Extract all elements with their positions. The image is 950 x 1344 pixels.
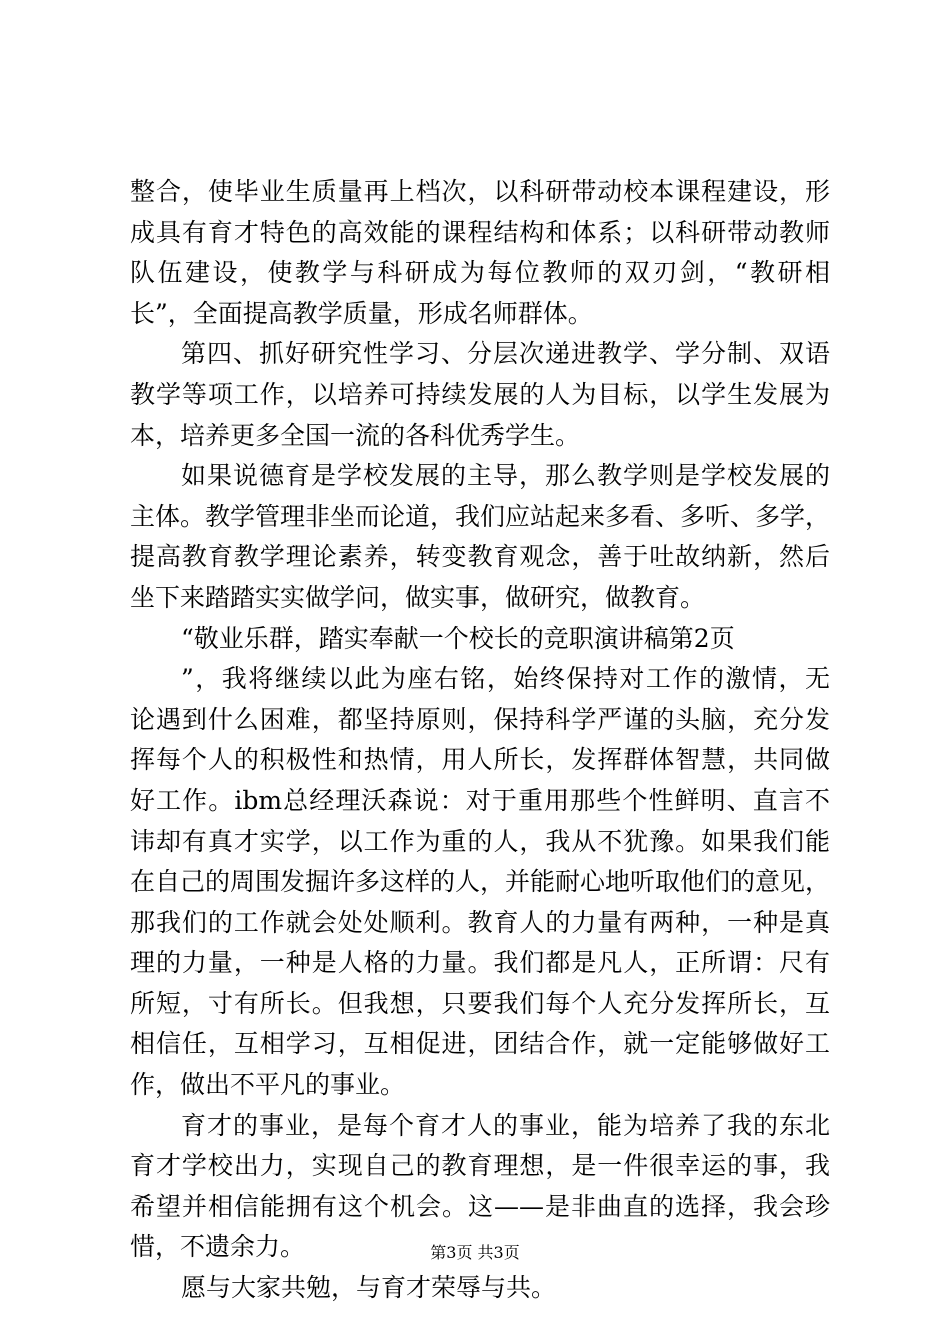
text-line: 讳却有真才实学，以工作为重的人，我从不犹豫。如果我们能: [130, 826, 830, 856]
text-line: 好工作。ibm总经理沃森说：对于重用那些个性鲜明、直言不: [130, 785, 830, 815]
text-line: 那我们的工作就会处处顺利。教育人的力量有两种，一种是真: [130, 907, 830, 937]
document-body: [130, 172, 830, 1309]
text-line: 成具有育才特色的高效能的课程结构和体系；以科研带动教师: [130, 217, 830, 247]
text-line: 提高教育教学理论素养，转变教育观念，善于吐故纳新，然后: [130, 542, 830, 572]
text-line: 如果说德育是学校发展的主导，那么教学则是学校发展的: [181, 461, 830, 491]
text-line: 长”，全面提高教学质量，形成名师群体。: [130, 298, 593, 328]
text-line: 论遇到什么困难，都坚持原则，保持科学严谨的头脑，充分发: [130, 704, 830, 734]
text-line: 在自己的周围发掘许多这样的人，并能耐心地听取他们的意见，: [130, 867, 831, 897]
text-line: 理的力量，一种是人格的力量。我们都是凡人，正所谓：尺有: [130, 948, 830, 978]
text-line: 教学等项工作，以培养可持续发展的人为目标，以学生发展为: [130, 379, 830, 409]
text-line: 整合，使毕业生质量再上档次，以科研带动校本课程建设，形: [130, 177, 830, 206]
text-line: 所短，寸有所长。但我想，只要我们每个人充分发挥所长，互: [130, 988, 830, 1018]
text-line: 相信任，互相学习，互相促进，团结合作，就一定能够做好工: [130, 1029, 830, 1059]
text-line: 坐下来踏踏实实做学问，做实事，做研究，做教育。: [130, 582, 706, 612]
text-line: ”，我将继续以此为座右铭，始终保持对工作的激情，无: [181, 664, 830, 694]
text-line: 愿与大家共勉，与育才荣辱与共。: [181, 1273, 557, 1303]
text-line: 本，培养更多全国一流的各科优秀学生。: [130, 420, 581, 450]
text-line: 第四、抓好研究性学习、分层次递进教学、学分制、双语: [181, 339, 830, 369]
text-line: 育才学校出力，实现自己的教育理想，是一件很幸运的事，我: [130, 1151, 830, 1181]
text-line: “敬业乐群，踏实奉献一个校长的竞职演讲稿第2页: [181, 623, 735, 653]
text-line: 主体。教学管理非坐而论道，我们应站起来多看、多听、多学，: [130, 501, 831, 531]
text-line: 希望并相信能拥有这个机会。这——是非曲直的选择，我会珍: [130, 1191, 830, 1221]
page-footer: 第3页 共3页: [430, 1243, 520, 1262]
text-line: 队伍建设，使教学与科研成为每位教师的双刃剑，“教研相: [130, 258, 830, 288]
text-line: 作，做出不平凡的事业。: [130, 1070, 406, 1100]
text-line: 育才的事业，是每个育才人的事业，能为培养了我的东北: [181, 1110, 830, 1140]
text-line: 挥每个人的积极性和热情，用人所长，发挥群体智慧，共同做: [130, 745, 830, 775]
text-line: 惜，不遗余力。: [130, 1232, 306, 1262]
